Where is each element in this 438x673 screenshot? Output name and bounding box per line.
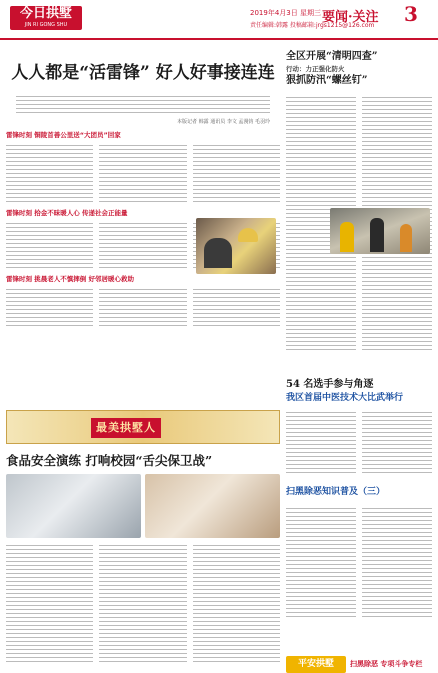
subhead-2: 雷锋时刻 拾金不昧暖人心 传递社会正能量 — [6, 209, 128, 217]
right-mid-body — [286, 409, 432, 473]
drill-photo — [330, 208, 430, 254]
footer-logo — [286, 656, 346, 673]
section-title: 要闻·关注 — [322, 10, 379, 25]
body-text-1 — [6, 142, 280, 202]
banner-text: 最美拱墅人 — [91, 418, 161, 438]
main-headline: 人人都是“活雷锋” 好人好事接连连 — [11, 63, 275, 83]
masthead-logo — [10, 6, 82, 30]
footer-logo-text: 平安拱墅 — [297, 659, 334, 669]
figure-3 — [400, 224, 412, 252]
firefighter-photo — [196, 218, 276, 274]
sweep-title: 扫黑除恶知识普及（三） — [286, 487, 386, 497]
subhead-3: 雷锋时刻 挑晨老人不慎摔倒 好邻居暖心救助 — [6, 275, 135, 283]
figure-1 — [340, 222, 354, 252]
main-byline: 本版记者 韩露 通讯员 李文 孟漫钧 毛羽玲 — [177, 119, 270, 125]
masthead-editor: 责任编辑:韩露 投稿邮箱:jrgs1215@126.com — [250, 22, 375, 29]
best-people-banner — [6, 410, 280, 444]
body-text-3 — [6, 286, 280, 326]
masthead — [0, 0, 438, 40]
right-top-title-3: 狠抓防汛“螺丝钉” — [286, 75, 368, 86]
person-shape — [204, 238, 232, 268]
food-photo-2 — [145, 474, 280, 538]
food-safety-article — [6, 448, 280, 664]
footer-right-label: 扫黑除恶 专项斗争专栏 — [350, 660, 423, 668]
right-mid-article — [286, 378, 432, 478]
page-number: 3 — [404, 2, 418, 26]
masthead-logo-text: 今日拱墅 — [19, 6, 72, 21]
masthead-logo-en: JIN RI GONG SHU — [24, 22, 68, 28]
footer — [0, 656, 438, 673]
sweep-article — [286, 486, 432, 656]
right-top-title-1: 全区开展“清明四查” — [286, 51, 378, 62]
main-intro — [16, 96, 270, 113]
food-body — [6, 542, 280, 662]
sweep-body — [286, 505, 432, 617]
right-mid-title-2: 我区首届中医技术大比武举行 — [286, 393, 404, 403]
helmet-shape — [238, 228, 258, 242]
figure-2 — [370, 218, 384, 252]
food-headline: 食品安全演练 打响校园“舌尖保卫战” — [6, 453, 213, 468]
food-photo-1 — [6, 474, 141, 538]
right-top-title-2: 行动：力正强化防火 — [286, 65, 345, 73]
subhead-1: 雷锋时刻 铜陵首善公里送“大团员”回家 — [6, 131, 121, 139]
food-photos — [6, 474, 280, 538]
right-mid-title-1: 54 名选手参与角逐 — [286, 379, 374, 390]
masthead-date: 2019年4月3日 星期三 — [250, 9, 321, 17]
